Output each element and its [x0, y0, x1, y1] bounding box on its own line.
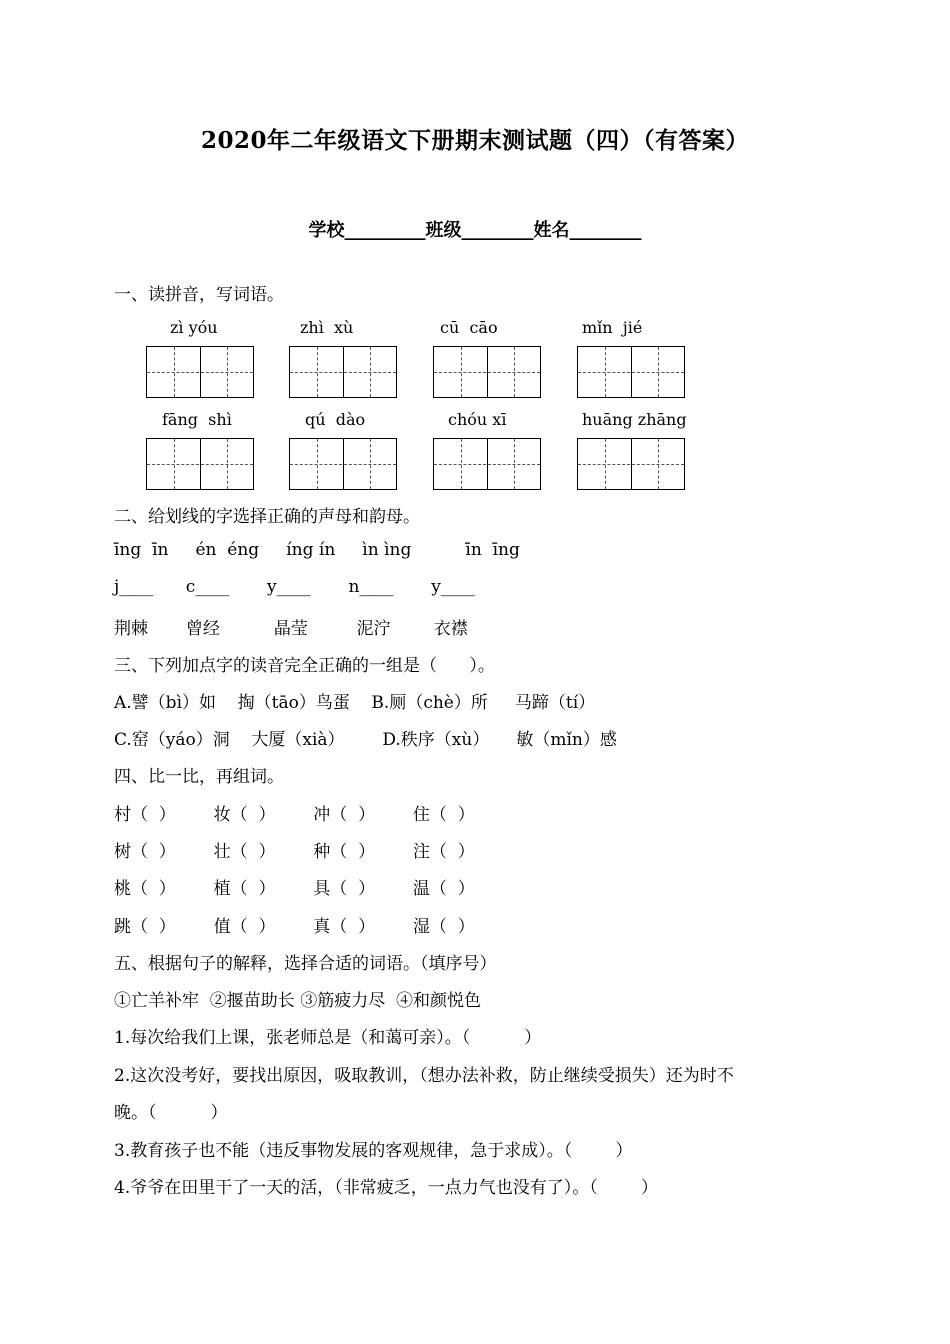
pinyin-label: cū cāo: [440, 318, 498, 337]
section-5-question: 2.这次没考好，要找出原因，吸取教训，（想办法补救，防止继续受损失）还为时不: [114, 1066, 734, 1086]
writing-grid[interactable]: [577, 346, 685, 398]
section-4-row[interactable]: 树（ ） 壮（ ） 种（ ） 注（ ）: [114, 842, 475, 862]
writing-grid[interactable]: [577, 438, 685, 490]
section-5-question[interactable]: 4.爷爷在田里干了一天的活，（非常疲乏，一点力气也没有了）。（ ）: [114, 1178, 658, 1198]
section-1-heading: 一、读拼音，写词语。: [114, 285, 284, 305]
pinyin-label: qú dào: [305, 410, 366, 429]
section-2-options: īng īn én éng íng ín ìn ìng īn īng: [114, 540, 520, 560]
pinyin-label: zhì xù: [300, 318, 354, 337]
section-2-words: 荆棘 曾经 晶莹 泥泞 衣襟: [114, 619, 468, 639]
pinyin-label: huāng zhāng: [582, 410, 687, 429]
section-2-heading: 二、给划线的字选择正确的声母和韵母。: [114, 507, 420, 527]
student-info-line: 学校_________班级________姓名________: [308, 220, 642, 241]
section-2-blanks[interactable]: j____ c____ y____ n____ y____: [114, 577, 475, 597]
section-3-option-line: C.窑（yáo）洞 大厦（xià） D.秩序（xù） 敏（mǐn）感: [114, 730, 617, 750]
section-5-question[interactable]: 晚。（ ）: [114, 1103, 228, 1123]
section-4-heading: 四、比一比，再组词。: [114, 767, 284, 787]
writing-grid[interactable]: [433, 346, 541, 398]
writing-grid[interactable]: [433, 438, 541, 490]
section-5-heading: 五、根据句子的解释，选择合适的词语。（填序号）: [114, 954, 497, 974]
section-5-options: ①亡羊补牢 ②揠苗助长 ③筋疲力尽 ④和颜悦色: [114, 991, 482, 1011]
section-5-question[interactable]: 1.每次给我们上课，张老师总是（和蔼可亲）。（ ）: [114, 1028, 542, 1048]
page-title: 2020年二年级语文下册期末测试题（四）（有答案）: [200, 127, 749, 154]
pinyin-label: mǐn jié: [582, 318, 643, 337]
section-3-option-line: A.譬（bì）如 掏（tāo）鸟蛋 B.厕（chè）所 马蹄（tí）: [114, 693, 596, 713]
pinyin-label: chóu xī: [448, 410, 507, 429]
pinyin-label: zì yóu: [170, 318, 218, 337]
section-4-row[interactable]: 桃（ ） 植（ ） 具（ ） 温（ ）: [114, 879, 475, 899]
section-4-row[interactable]: 跳（ ） 值（ ） 真（ ） 湿（ ）: [114, 917, 475, 937]
writing-grid[interactable]: [146, 438, 254, 490]
section-5-question[interactable]: 3.教育孩子也不能（违反事物发展的客观规律，急于求成）。（ ）: [114, 1141, 633, 1161]
section-3-heading: 三、下列加点字的读音完全正确的一组是（ ）。: [114, 656, 495, 676]
writing-grid[interactable]: [289, 438, 397, 490]
pinyin-label: fāng shì: [162, 410, 232, 429]
section-4-row[interactable]: 村（ ） 妆（ ） 冲（ ） 住（ ）: [114, 805, 475, 825]
writing-grid[interactable]: [289, 346, 397, 398]
writing-grid[interactable]: [146, 346, 254, 398]
